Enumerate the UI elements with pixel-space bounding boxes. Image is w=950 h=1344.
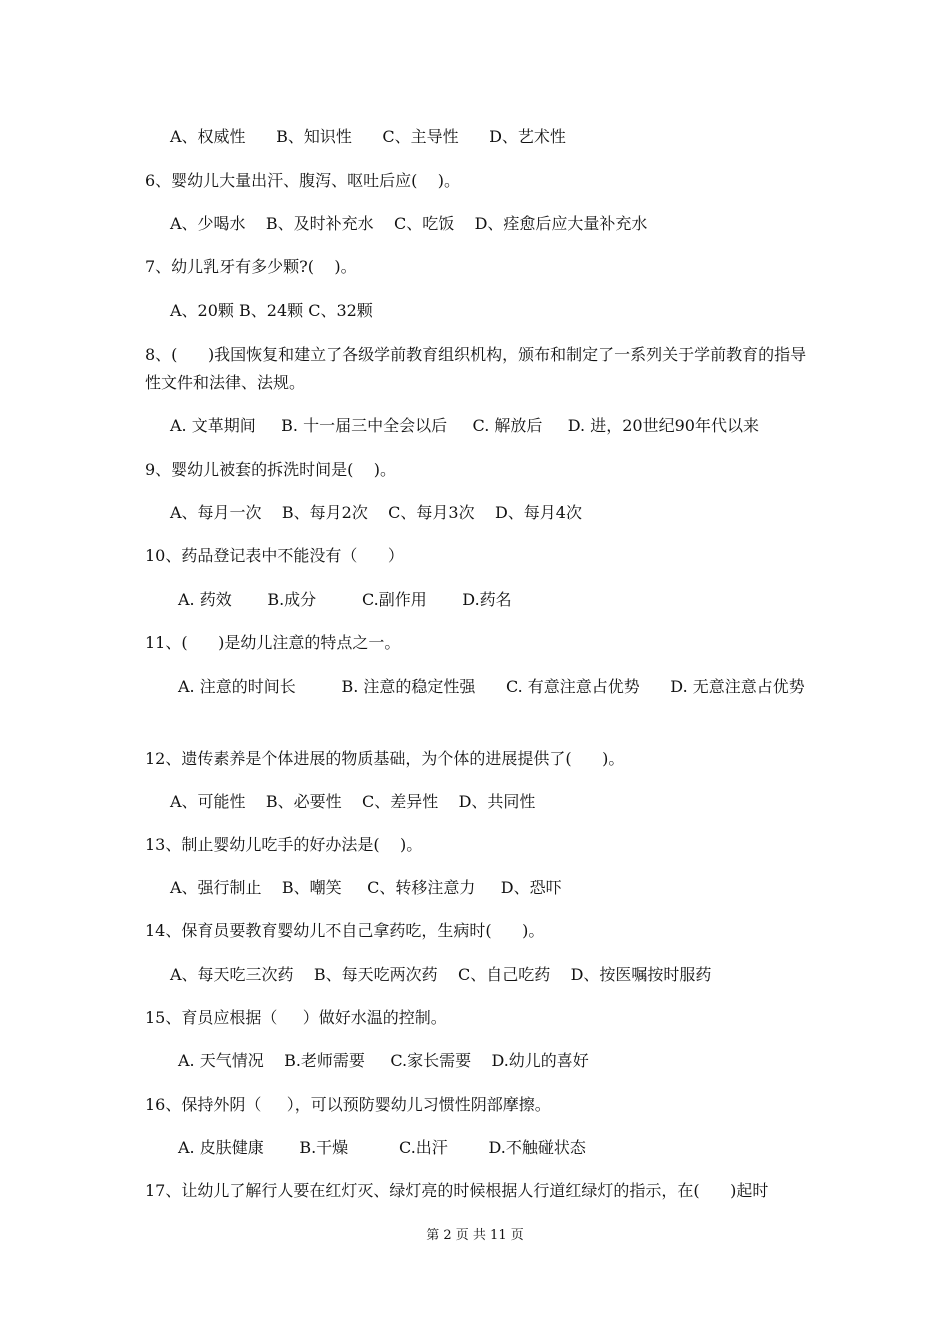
page-footer: 第 2 页 共 11 页 xyxy=(426,1228,524,1243)
q10-options: A. 药效 B.成分 C.副作用 D.药名 xyxy=(178,590,512,609)
q11-options: A. 注意的时间长 B. 注意的稳定性强 C. 有意注意占优势 D. 无意注意占优势 xyxy=(178,677,805,696)
q5-options: A、权威性 B、知识性 C、主导性 D、艺术性 xyxy=(170,127,566,146)
q14-options: A、每天吃三次药 B、每天吃两次药 C、自己吃药 D、按医嘱按时服药 xyxy=(170,965,712,984)
q7-question: 7、幼儿乳牙有多少颗?( )。 xyxy=(145,257,357,276)
q12-options: A、可能性 B、必要性 C、差异性 D、共同性 xyxy=(170,792,536,811)
q13-question: 13、制止婴幼儿吃手的好办法是( )。 xyxy=(145,835,423,854)
q15-options: A. 天气情况 B.老师需要 C.家长需要 D.幼儿的喜好 xyxy=(178,1051,589,1070)
q13-options: A、强行制止 B、嘲笑 C、转移注意力 D、恐吓 xyxy=(170,878,562,897)
q16-question: 16、保持外阴（ ），可以预防婴幼儿习惯性阴部摩擦。 xyxy=(145,1095,551,1114)
q14-question: 14、保育员要教育婴幼儿不自己拿药吃，生病时( )。 xyxy=(145,921,545,940)
q8-options: A. 文革期间 B. 十一届三中全会以后 C. 解放后 D. 进，20世纪90年代以来 xyxy=(170,416,759,435)
q7-options: A、20颗 B、24颗 C、32颗 xyxy=(170,301,373,320)
q17-question: 17、让幼儿了解行人要在红灯灭、绿灯亮的时候根据人行道红绿灯的指示，在( )起时 xyxy=(145,1181,769,1200)
q9-options: A、每月一次 B、每月2次 C、每月3次 D、每月4次 xyxy=(170,503,582,522)
q6-question: 6、婴幼儿大量出汗、腹泻、呕吐后应( )。 xyxy=(145,171,461,190)
q6-options: A、少喝水 B、及时补充水 C、吃饭 D、痊愈后应大量补充水 xyxy=(170,214,648,233)
q10-question: 10、药品登记表中不能没有（ ） xyxy=(145,546,404,565)
q11-question: 11、( )是幼儿注意的特点之一。 xyxy=(145,633,401,652)
q16-options: A. 皮肤健康 B.干燥 C.出汗 D.不触碰状态 xyxy=(178,1138,586,1157)
q9-question: 9、婴幼儿被套的拆洗时间是( )。 xyxy=(145,460,397,479)
q15-question: 15、育员应根据（ ）做好水温的控制。 xyxy=(145,1008,447,1027)
q12-question: 12、遗传素养是个体进展的物质基础，为个体的进展提供了( )。 xyxy=(145,749,625,768)
q8-question: 8、( )我国恢复和建立了各级学前教育组织机构，颁布和制定了一系列关于学前教育的指导性文件和法律、法规。 xyxy=(145,345,807,392)
